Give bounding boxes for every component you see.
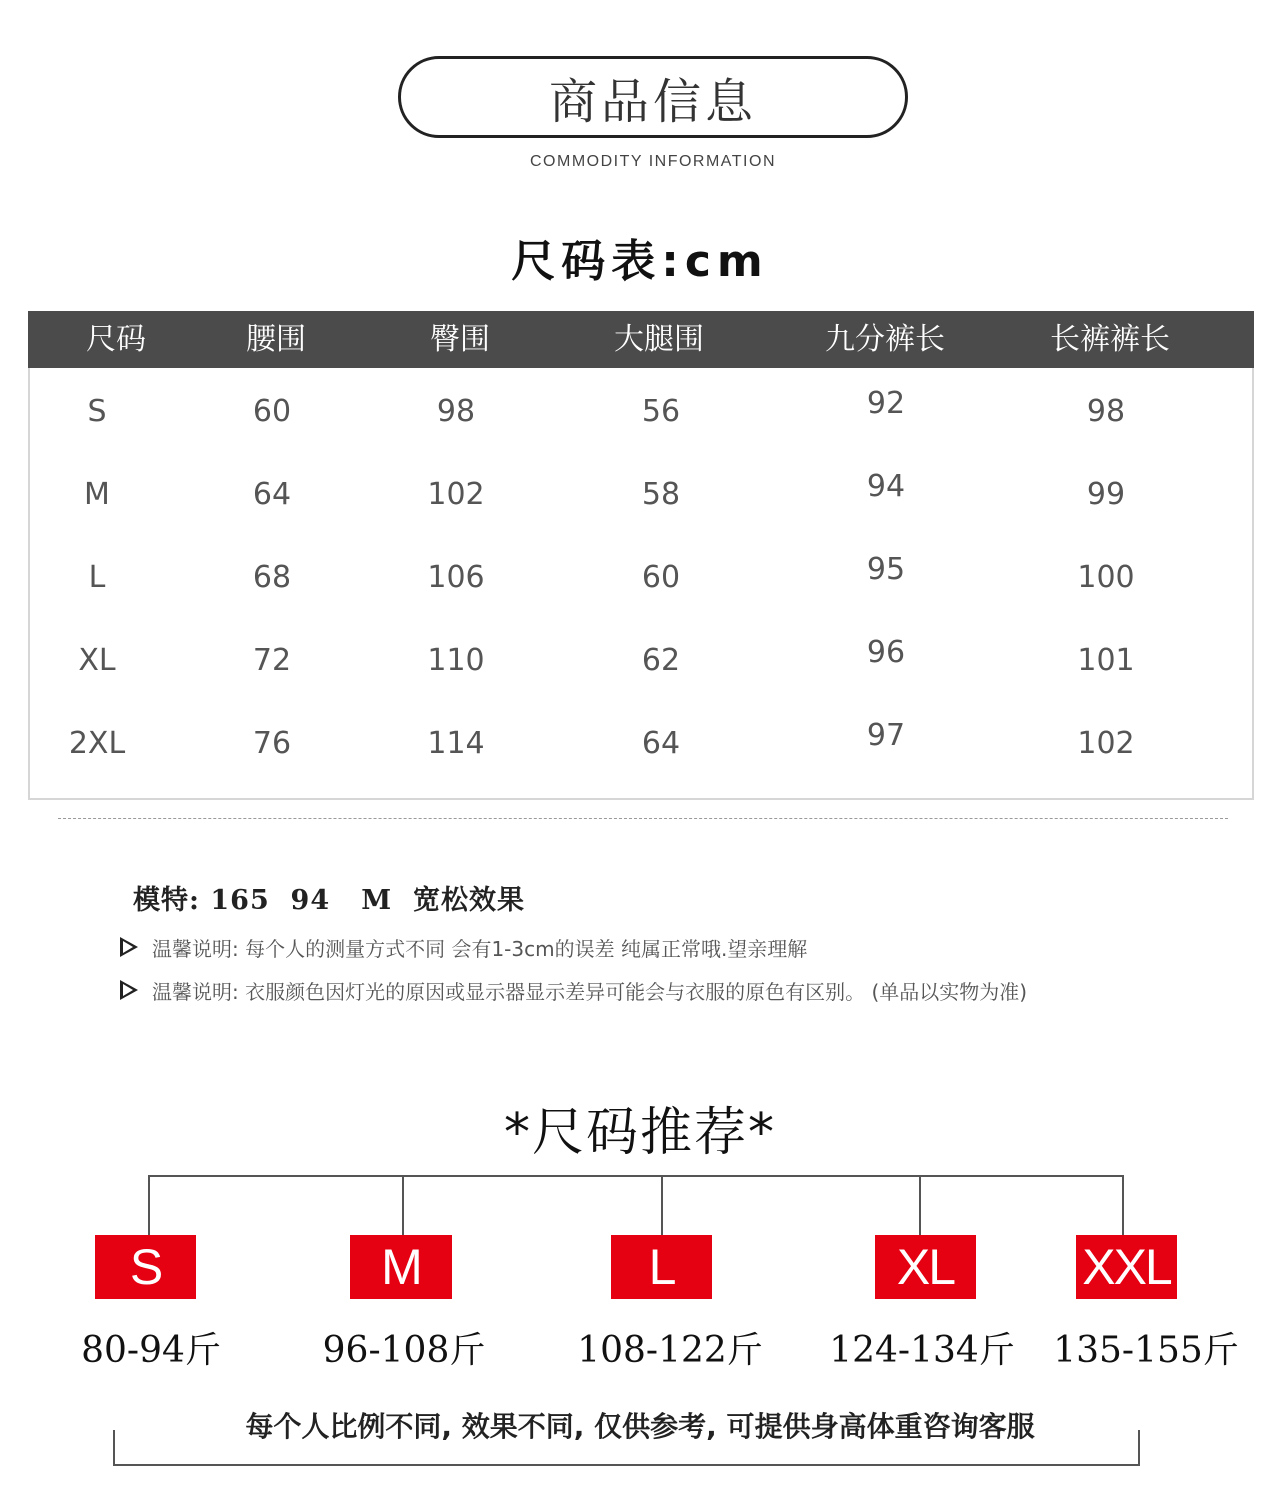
col-header-waist: 腰围 [246, 322, 306, 357]
table-cell: 58 [641, 477, 681, 512]
table-cell: 92 [866, 386, 906, 421]
header-title: 商品信息 [548, 73, 757, 130]
table-cell: M [84, 477, 110, 512]
tree-branch [402, 1175, 404, 1235]
size-badge-xl: XL [875, 1235, 976, 1299]
header-title-box [398, 56, 908, 138]
table-cell: 56 [641, 394, 681, 429]
table-cell: 110 [427, 643, 485, 678]
col-header-cropped-length: 九分裤长 [825, 322, 945, 357]
triangle-outline-icon [120, 937, 138, 957]
note-line [120, 932, 807, 962]
col-header-thigh: 大腿围 [614, 322, 704, 357]
table-cell: 96 [866, 635, 906, 670]
tree-branch [148, 1175, 150, 1235]
footer-note: 每个人比例不同, 效果不同, 仅供参考, 可提供身高体重咨询客服 [245, 1410, 1035, 1443]
tree-branch [1122, 1175, 1124, 1235]
size-badge-m: M [350, 1235, 452, 1299]
table-cell: 2XL [68, 726, 126, 761]
note-text: 温馨说明: 每个人的测量方式不同 会有1-3cm的误差 纯属正常哦.望亲理解 [152, 936, 808, 961]
model-info: 模特: 165 94 M 宽松效果 [133, 885, 525, 916]
size-badge-xxl: XXL [1076, 1235, 1177, 1299]
dashed-divider [58, 818, 1228, 819]
header-subtitle: COMMODITY INFORMATION [529, 153, 776, 170]
table-cell: 60 [252, 394, 292, 429]
weight-range-s: 80-94斤 [81, 1330, 221, 1371]
table-cell: 64 [252, 477, 292, 512]
table-cell: 114 [427, 726, 485, 761]
table-cell: L [88, 560, 106, 595]
note-line [120, 975, 1027, 1005]
note-text: 温馨说明: 衣服颜色因灯光的原因或显示器显示差异可能会与衣服的原色有区别。 (单品以实物为准) [152, 979, 1028, 1004]
triangle-outline-icon [120, 980, 138, 1000]
tree-branch [661, 1175, 663, 1235]
table-cell: 95 [866, 552, 906, 587]
table-cell: 101 [1077, 643, 1135, 678]
col-header-full-length: 长裤裤长 [1050, 322, 1170, 357]
tree-connector-line [148, 1175, 1124, 1177]
table-cell: S [87, 394, 107, 429]
table-cell: 102 [1077, 726, 1135, 761]
tree-branch [919, 1175, 921, 1235]
table-cell: 94 [866, 469, 906, 504]
table-cell: 76 [252, 726, 292, 761]
weight-range-l: 108-122斤 [577, 1330, 763, 1371]
table-cell: 68 [252, 560, 292, 595]
table-cell: 60 [641, 560, 681, 595]
size-badge-l: L [611, 1235, 712, 1299]
table-cell: 97 [866, 718, 906, 753]
col-header-hip: 臀围 [430, 322, 490, 357]
table-cell: XL [78, 643, 116, 678]
table-cell: 64 [641, 726, 681, 761]
table-cell: 98 [436, 394, 476, 429]
table-cell: 102 [427, 477, 485, 512]
size-table-header [28, 311, 1254, 368]
table-cell: 98 [1086, 394, 1126, 429]
col-header-size: 尺码 [86, 322, 146, 357]
table-cell: 72 [252, 643, 292, 678]
size-badge-s: S [95, 1235, 196, 1299]
weight-range-xxl: 135-155斤 [1053, 1330, 1239, 1371]
table-cell: 106 [427, 560, 485, 595]
size-chart-title: 尺码表:cm [511, 236, 769, 287]
table-cell: 100 [1077, 560, 1135, 595]
table-cell: 99 [1086, 477, 1126, 512]
footer-bracket [113, 1430, 1140, 1466]
weight-range-xl: 124-134斤 [829, 1330, 1015, 1371]
weight-range-m: 96-108斤 [322, 1330, 486, 1371]
size-recommendation-title: *尺码推荐* [503, 1103, 776, 1163]
table-cell: 62 [641, 643, 681, 678]
